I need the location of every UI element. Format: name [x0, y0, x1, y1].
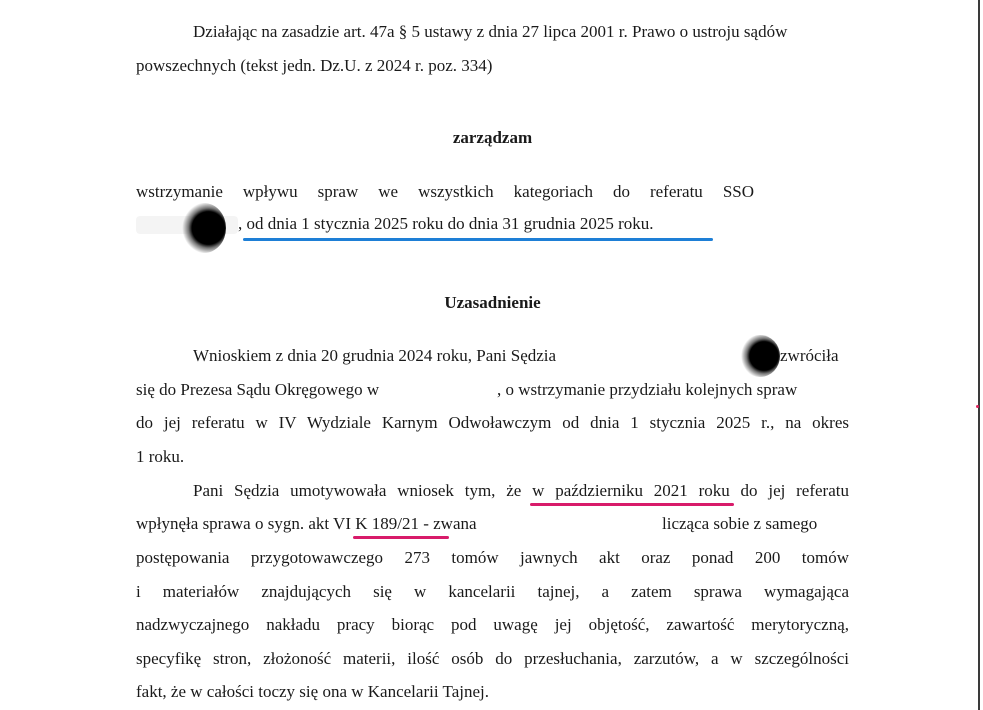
reason-p2-line-4: i materiałów znajdujących się w kancelarii tajnej, a zatem sprawa wymagająca	[136, 582, 849, 601]
heading-order: zarządzam	[452, 128, 533, 147]
reason-p1-line-4: 1 roku.	[136, 447, 185, 466]
order-line-1: wstrzymanie wpływu spraw we wszystkich kategoriach do referatu SSO	[136, 182, 754, 201]
reason-p2-line-3: postępowania przygotowawczego 273 tomów jawnych akt oraz ponad 200 tomów	[136, 548, 849, 567]
reason-p1-line-2-start: się do Prezesa Sądu Okręgowego w	[136, 380, 380, 399]
reason-p1-line-1-end: zwróciła	[780, 346, 839, 365]
reason-p2-line-6: specyfikę stron, złożoność materii, ilość osób do przesłuchania, zarzutów, a w szczególności	[136, 649, 849, 668]
intro-line-2: powszechnych (tekst jedn. Dz.U. z 2024 r. poz. 334)	[136, 56, 493, 75]
page-border	[978, 0, 980, 710]
reason-p2-line-5: nadzwyczajnego nakładu pracy biorąc pod uwagę jej objętość, zawartość merytoryczną,	[136, 615, 849, 634]
intro-line-1: Działając na zasadzie art. 47a § 5 ustawy z dnia 27 lipca 2001 r. Prawo o ustroju sądów	[193, 22, 788, 41]
order-line-2-text: , od dnia 1 stycznia 2025 roku do dnia 31 grudnia 2025 roku.	[238, 214, 654, 233]
blue-underline-annotation	[243, 238, 713, 241]
pink-dot-mark	[976, 405, 979, 408]
reason-p2-line-1: Pani Sędzia umotywowała wniosek tym, że w październiku 2021 roku do jej referatu	[193, 481, 849, 500]
reason-p1-line-3: do jej referatu w IV Wydziale Karnym Odwoławczym od dnia 1 stycznia 2025 r., na okres	[136, 413, 849, 432]
pink-underline-date	[530, 503, 734, 506]
redaction-blot-2	[740, 335, 780, 377]
reason-p2-line-2-start: wpłynęła sprawa o sygn. akt VI K 189/21 - zwana	[136, 514, 477, 533]
reason-p2-line-2-end: licząca sobie z samego	[662, 514, 818, 533]
pink-underline-case	[353, 536, 449, 539]
reason-p1-line-2-end: , o wstrzymanie przydziału kolejnych spraw	[497, 380, 798, 399]
redaction-blot	[182, 203, 226, 253]
heading-reason: Uzasadnienie	[444, 293, 541, 312]
reason-p2-line-7: fakt, że w całości toczy się ona w Kancelarii Tajnej.	[136, 682, 489, 701]
reason-p1-line-1-start: Wnioskiem z dnia 20 grudnia 2024 roku, Pani Sędzia	[193, 346, 557, 365]
